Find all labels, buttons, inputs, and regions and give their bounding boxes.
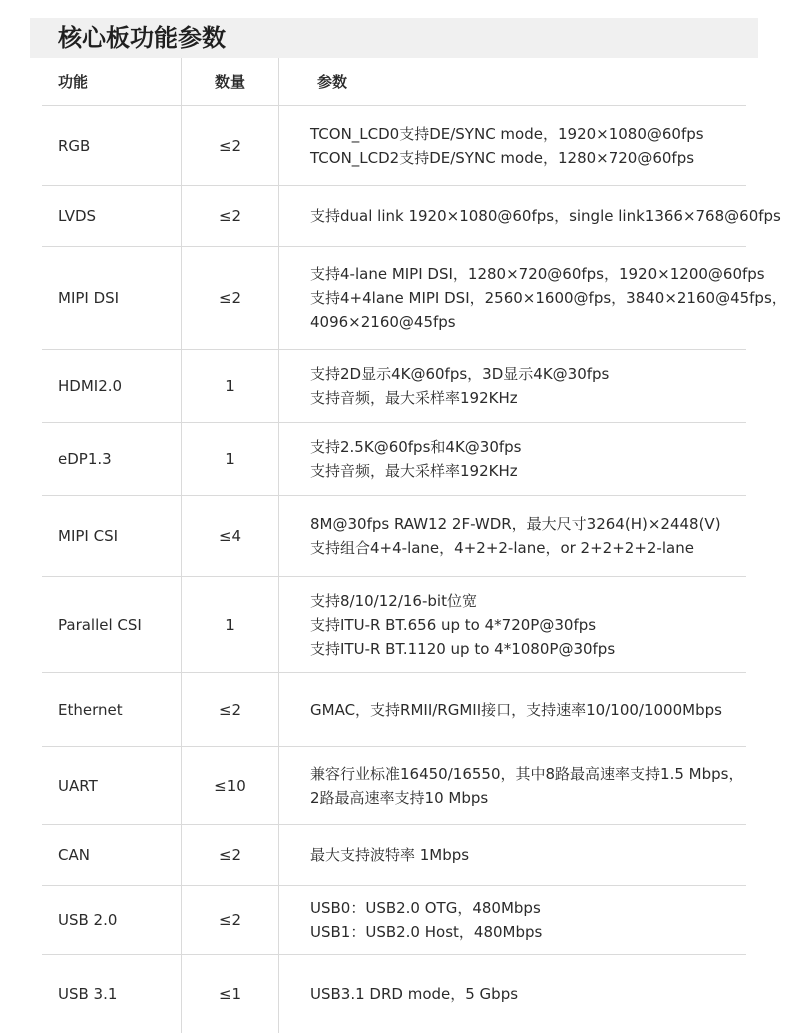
cell-function: USB 2.0 [42,886,182,955]
header-function: 功能 [42,58,182,106]
param-line: 支持音频，最大采样率192KHz [310,389,518,407]
param-line: 支持4-lane MIPI DSI，1280×720@60fps，1920×1200@60fps [310,265,765,283]
header-quantity: 数量 [182,58,279,106]
table-header-row [42,58,746,106]
param-line: 4096×2160@45fps [310,313,456,331]
cell-quantity: 1 [182,577,279,673]
param-line: 8M@30fps RAW12 2F-WDR，最大尺寸3264(H)×2448(V) [310,515,721,533]
cell-quantity: ≤2 [182,106,279,186]
cell-params [279,747,747,825]
cell-params [279,577,747,673]
cell-function: HDMI2.0 [42,350,182,423]
cell-params [279,247,787,350]
param-line: USB0：USB2.0 OTG，480Mbps [310,899,541,917]
param-line: TCON_LCD2支持DE/SYNC mode，1280×720@60fps [310,148,695,167]
header-params: 参数 [279,58,747,106]
param-line: 支持8/10/12/16-bit位宽 [310,591,477,610]
cell-quantity: ≤2 [182,186,279,247]
cell-quantity: ≤2 [182,825,279,886]
table-row [42,350,746,423]
param-line: GMAC，支持RMII/RGMII接口，支持速率10/100/1000Mbps [310,700,722,719]
cell-params [279,496,747,577]
cell-params [279,350,747,423]
table-row [42,423,746,496]
cell-params [279,423,747,496]
table-row [42,747,746,825]
param-line: 支持音频，最大采样率192KHz [310,462,518,480]
cell-function: MIPI DSI [42,247,182,350]
param-line: 支持dual link 1920×1080@60fps，single link1366×768@60fps [310,207,781,225]
page-title: 核心板功能参数 [58,24,226,52]
param-line: TCON_LCD0支持DE/SYNC mode，1920×1080@60fps [310,124,704,143]
cell-params [279,955,747,1033]
cell-function: eDP1.3 [42,423,182,496]
table-row [42,247,746,350]
cell-quantity: ≤2 [182,247,279,350]
cell-quantity: ≤2 [182,886,279,955]
param-line: USB3.1 DRD mode，5 Gbps [310,984,519,1003]
cell-params [279,186,781,247]
param-line: 支持2.5K@60fps和4K@30fps [310,438,522,456]
param-line: 最大支持波特率 1Mbps [310,846,470,864]
cell-params [279,825,747,886]
cell-quantity: ≤1 [182,955,279,1033]
cell-function: CAN [42,825,182,886]
cell-function: MIPI CSI [42,496,182,577]
cell-function: LVDS [42,186,182,247]
spec-table [42,58,787,1033]
table-row [42,496,746,577]
cell-function: Ethernet [42,673,182,747]
cell-function: UART [42,747,182,825]
cell-params [279,886,747,955]
cell-quantity: 1 [182,423,279,496]
param-line: 2路最高速率支持10 Mbps [310,788,489,807]
cell-quantity: ≤2 [182,673,279,747]
cell-params [279,106,747,186]
table-row [42,886,746,955]
param-line: 支持组合4+4-lane，4+2+2-lane，or 2+2+2+2-lane [310,539,694,557]
cell-quantity: 1 [182,350,279,423]
cell-params [279,673,747,747]
param-line: 支持ITU-R BT.656 up to 4*720P@30fps [310,615,597,634]
param-line: 支持ITU-R BT.1120 up to 4*1080P@30fps [310,639,616,658]
cell-quantity: ≤10 [182,747,279,825]
param-line: 支持2D显示4K@60fps，3D显示4K@30fps [310,365,610,383]
table-row [42,673,746,747]
cell-function: RGB [42,106,182,186]
cell-function: USB 3.1 [58,984,118,1003]
cell-quantity: ≤4 [182,496,279,577]
param-line: USB1：USB2.0 Host，480Mbps [310,923,543,941]
param-line: 兼容行业标准16450/16550，其中8路最高速率支持1.5 Mbps， [310,764,744,783]
cell-function: Parallel CSI [42,577,182,673]
table-row [42,825,746,886]
table-row [42,577,746,673]
param-line: 支持4+4lane MIPI DSI，2560×1600@fps，3840×2160@45fps， [310,289,787,307]
table-row [42,955,746,1033]
table-row [42,106,746,186]
table-row [42,186,746,247]
title-bar [30,18,758,58]
